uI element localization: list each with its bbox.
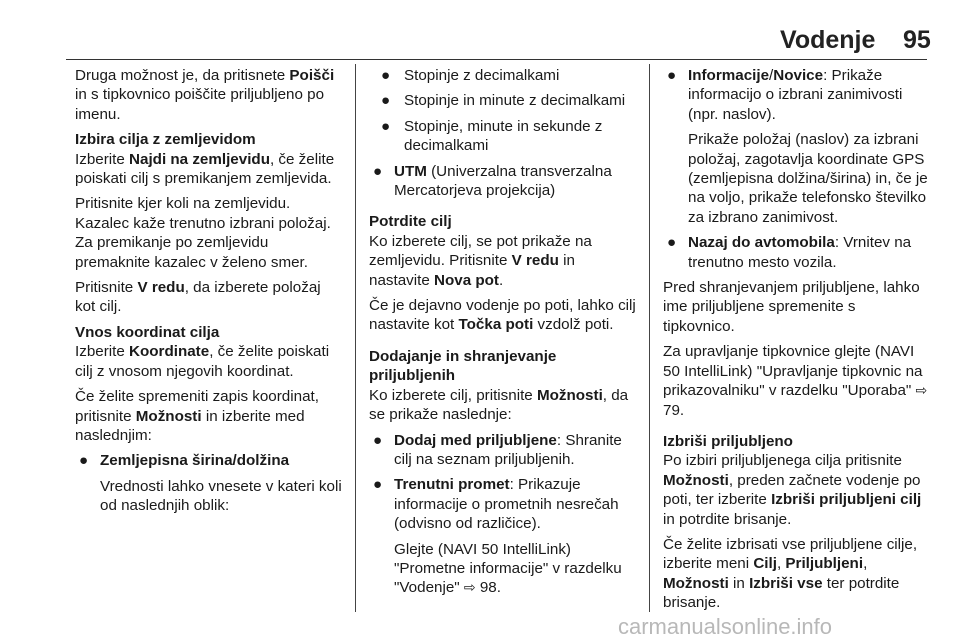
paragraph: Izberite Koordinate, če želite poiskati cilj z vnosom njegovih koordinat. xyxy=(75,343,330,380)
paragraph: Če želite izbrisati vse priljubljene cilje, izberite meni Cilj, Priljubljeni, Možnosti in Izbriši vse ter potrdite brisanje. xyxy=(663,535,918,612)
bullet-list xyxy=(369,162,637,201)
page-header xyxy=(0,0,960,62)
subheading-delete-favourite: Izbriši priljubljeno xyxy=(663,432,793,450)
bullet-icon: ● xyxy=(381,117,391,135)
list-item: ● Nazaj do avtomobila: Vrnitev na trenutno mesto vozila. xyxy=(667,234,912,271)
column-3 xyxy=(663,66,931,619)
list-item: ● Stopinje, minute in sekunde z decimalkami xyxy=(381,117,603,155)
paragraph: Po izbiri priljubljenega cilja pritisnite Možnosti, preden začnete vodenje po poti, ter izberite Izbriši priljubljeni cilj in potrdite brisanje. xyxy=(663,452,922,528)
page-reference-icon: ⇨ xyxy=(463,579,476,596)
subheading-add-favourites: Dodajanje in shranjevanje priljubljenih xyxy=(369,347,557,385)
paragraph: Če želite spremeniti zapis koordinat, pritisnite Možnosti in izberite med naslednjim: xyxy=(75,388,319,444)
bullet-icon: ● xyxy=(667,234,677,252)
bullet-icon: ● xyxy=(667,67,677,84)
paragraph: Pred shranjevanjem priljubljene, lahko ime priljubljene spremenite s tipkovnico. xyxy=(663,279,920,335)
page-reference-icon: ⇨ xyxy=(915,382,928,399)
list-item: ● Dodaj med priljubljene: Shranite cilj na seznam priljubljenih. xyxy=(373,431,622,468)
bullet-list xyxy=(75,451,345,515)
list-item: ● Informacije/Novice: Prikaže informacijo o izbrani zanimivosti (npr. naslov). Prikaže položaj (naslov) za izbrani položaj, zagotavlja koordinate GPS (zemljepisna dolžina/širina) in, če je na voljo, prikaže telefonsko številko za izbrano zanimivost. xyxy=(667,67,928,226)
paragraph: Izberite Najdi na zemljevidu, če želite poiskati cilj s premikanjem zemljevida. xyxy=(75,150,335,188)
list-item: ● Stopinje z decimalkami xyxy=(381,67,560,84)
subheading-map-destination: Izbira cilja z zemljevidom xyxy=(75,131,256,149)
bullet-list xyxy=(369,431,637,598)
list-item: ● Trenutni promet: Prikazuje informacije o prometnih nesrečah (odvisno od različice). Glejte (NAVI 50 IntelliLink) "Prometne informacije" v razdelku "Vodenje" ⇨ 98. xyxy=(373,476,622,597)
bullet-icon: ● xyxy=(79,452,89,470)
subheading-coordinates: Vnos koordinat cilja xyxy=(75,323,220,341)
list-item: ● Zemljepisna širina/dolžina Vrednosti lahko vnesete v kateri koli od naslednjih oblik: xyxy=(79,452,342,515)
sub-bullet-list xyxy=(369,66,637,156)
bullet-icon: ● xyxy=(373,476,383,494)
bullet-icon: ● xyxy=(381,92,391,110)
page-number: 95 xyxy=(903,26,931,54)
paragraph: Za upravljanje tipkovnice glejte (NAVI 50 IntelliLink) "Upravljanje tipkovnic na prikazovalniku" v razdelku "Uporaba" ⇨ 79. xyxy=(663,343,928,419)
column-2 xyxy=(369,66,637,604)
list-item: ● UTM (Univerzalna transverzalna Mercatorjeva projekcija) xyxy=(373,162,612,200)
header-rule xyxy=(66,59,927,60)
paragraph: Pritisnite V redu, da izberete položaj kot cilj. xyxy=(75,279,321,316)
bullet-icon: ● xyxy=(373,162,383,180)
paragraph: Ko izberete cilj, se pot prikaže na zemljevidu. Pritisnite V redu in nastavite Nova pot. xyxy=(369,232,592,289)
watermark: carmanualsonline.info xyxy=(618,614,833,639)
subheading-confirm-destination: Potrdite cilj xyxy=(369,213,452,231)
bullet-list xyxy=(663,66,931,272)
paragraph: Ko izberete cilj, pritisnite Možnosti, da se prikaže naslednje: xyxy=(369,386,629,424)
bullet-icon: ● xyxy=(381,67,391,84)
column-divider-2 xyxy=(649,64,650,612)
paragraph: Druga možnost je, da pritisnete Poišči in s tipkovnico poiščite priljubljeno po imenu. xyxy=(75,67,335,123)
list-item: ● Stopinje in minute z decimalkami xyxy=(381,92,626,110)
paragraph: Če je dejavno vodenje po poti, lahko cilj nastavite kot Točka poti vzdolž poti. xyxy=(369,297,636,334)
column-1 xyxy=(75,66,345,522)
section-title: Vodenje xyxy=(780,26,876,54)
column-divider-1 xyxy=(355,64,356,612)
bullet-icon: ● xyxy=(373,431,383,449)
paragraph: Pritisnite kjer koli na zemljevidu. Kazalec kaže trenutno izbrani položaj. Za premikanje po zemljevidu premaknite kazalec v želeno smer. xyxy=(75,195,331,271)
